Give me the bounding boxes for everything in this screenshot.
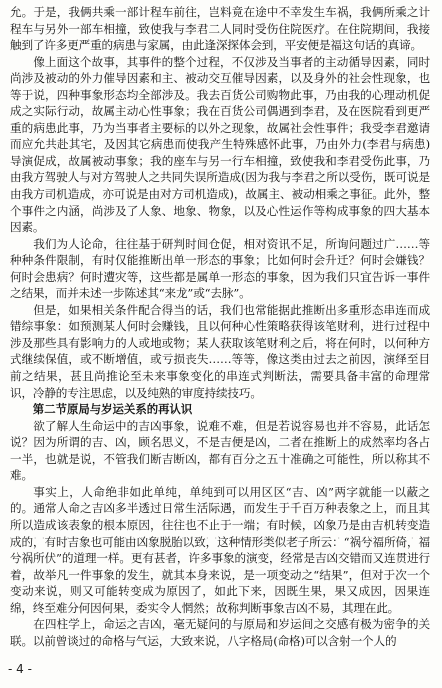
paragraph: 事实上，人命绝非如此单纯，单纯到可以用区区“吉、凶”两字就能一以蔽之的。通常人命之吉凶多半透过日常生活际遇，而发生于千百万种表象之上，而且其所以造成该表象的根本原因，往往也不止于一端；有时候，凶象乃是由吉机转变造成的，有时吉象也可能由凶象脱胎以致，这种情形类似老子所云：“祸兮福所倚，福兮祸所伏”的道理一样。更有甚者，许多事象的演变，经常是吉凶交错而又连贯进行着，故举凡一件事象的发生，就其本身来说，是一项变动之“结果”，但对于次一个变动来说，则又可能转变成为原因了，如此下来，因既生果，果又成因，因果连绵，终至难分何因何果，委实令人惘然；故称判断事象吉凶不易，其理在此。 bbox=[10, 484, 430, 615]
page-number: - 4 - bbox=[8, 662, 32, 676]
dotted-divider bbox=[10, 528, 434, 548]
paragraph: 像上面这个故事，其事件的整个过程，不仅涉及当事者的主动循导因素，同时尚涉及被动的外力催导因素和主、被动交互催导因素，以及身外的社会性现象，也等于说，四种事象形态均全部涉及。我去百货公司购物此事，乃由我的心理动机促成之实际行动，故属主动心性事象；我在百货公司偶遇到李君，及在医院看到更严重的病患此事，乃为当事者主要标的以外之现象，故属社会性事件；我受李君邀请而应允共赴其宅，及因其它病患而使我产生特殊感怀此事，乃由外力(李君与病患)导演促成，故属被动事象；我的座车与另一行车相撞，致使我和李君受伤此事，乃由我方驾驶人与对方驾驶人之共同失误所造成(因为我与李君之所以受伤，既可说是由我方司机造成，亦可说是由对方司机造成)，故属主、被动相乘之事征。此外，整个事件之内涵，尚涉及了人象、地象、物象，以及心性运作等构成事象的四大基本因素。 bbox=[10, 54, 430, 235]
section-heading: 第二节原局与岁运关系的再认识 bbox=[32, 402, 193, 417]
paragraph: 在四柱学上，命运之吉凶，毫无疑问的与原局和岁运间之交感有极为密争的关联。以前曾谈过的命格与气运，大致来说，八字格局(命格)可以含射一个人的 bbox=[10, 617, 430, 648]
paragraph: 允。于是，我俩共乘一部计程车前往，岂料竟在途中不幸发生车祸，我俩所乘之计程车与另外一部车相撞，致使我与李君二人同时受伤住院医疗。在住院期间，我接触到了许多更严重的病患与家属，由此逢深探体会到，平安便是福这句话的真谛。 bbox=[10, 5, 430, 53]
paragraph: 但是，如果相关条件配合得当的话，我们也常能据此推断出多重形态串连而成错综事象：如预测某人何时会赚钱，且以何种心性策略获得该笔财利，进行过程中涉及那些具有影响力的人或地或物；某人获取该笔财利之后，将在何时，以何种方式继续保值，或不断增值，或亏损丧失……等等，像这类由过去之前因，演绎至目前之结果，甚且尚推论至未来事象变化的串连式判断法，需要具备丰富的命理常识，冷静的专注思虑，以及纯熟的审度持续技巧。 bbox=[10, 302, 430, 400]
body-text bbox=[10, 4, 430, 649]
paragraph: 欲了解人生命运中的吉凶事象，说难不难，但是若说容易也并不容易，此话怎说？因为所谓的吉、凶，顾名思义，不是吉便是凶，二者在推断上的成然率均各占一半，也就是说，不管我们断吉断凶，都有百分之五十准确之可能性，所以称其不难。 bbox=[10, 418, 430, 483]
paragraph: 我们为人论命，往往基于研判时间仓促，相对资讯不足，所询问题过广……等种种条件限制，有时仅能推断出单一形态的事象；比如何时会升迁？何时会嫌钱？何时会患病？何时遭灾等，这些都是属单一形态的事象，因为我们只宜告诉一事件之结果，而并未述一步陈述其“来龙”或“去脉”。 bbox=[10, 236, 430, 301]
